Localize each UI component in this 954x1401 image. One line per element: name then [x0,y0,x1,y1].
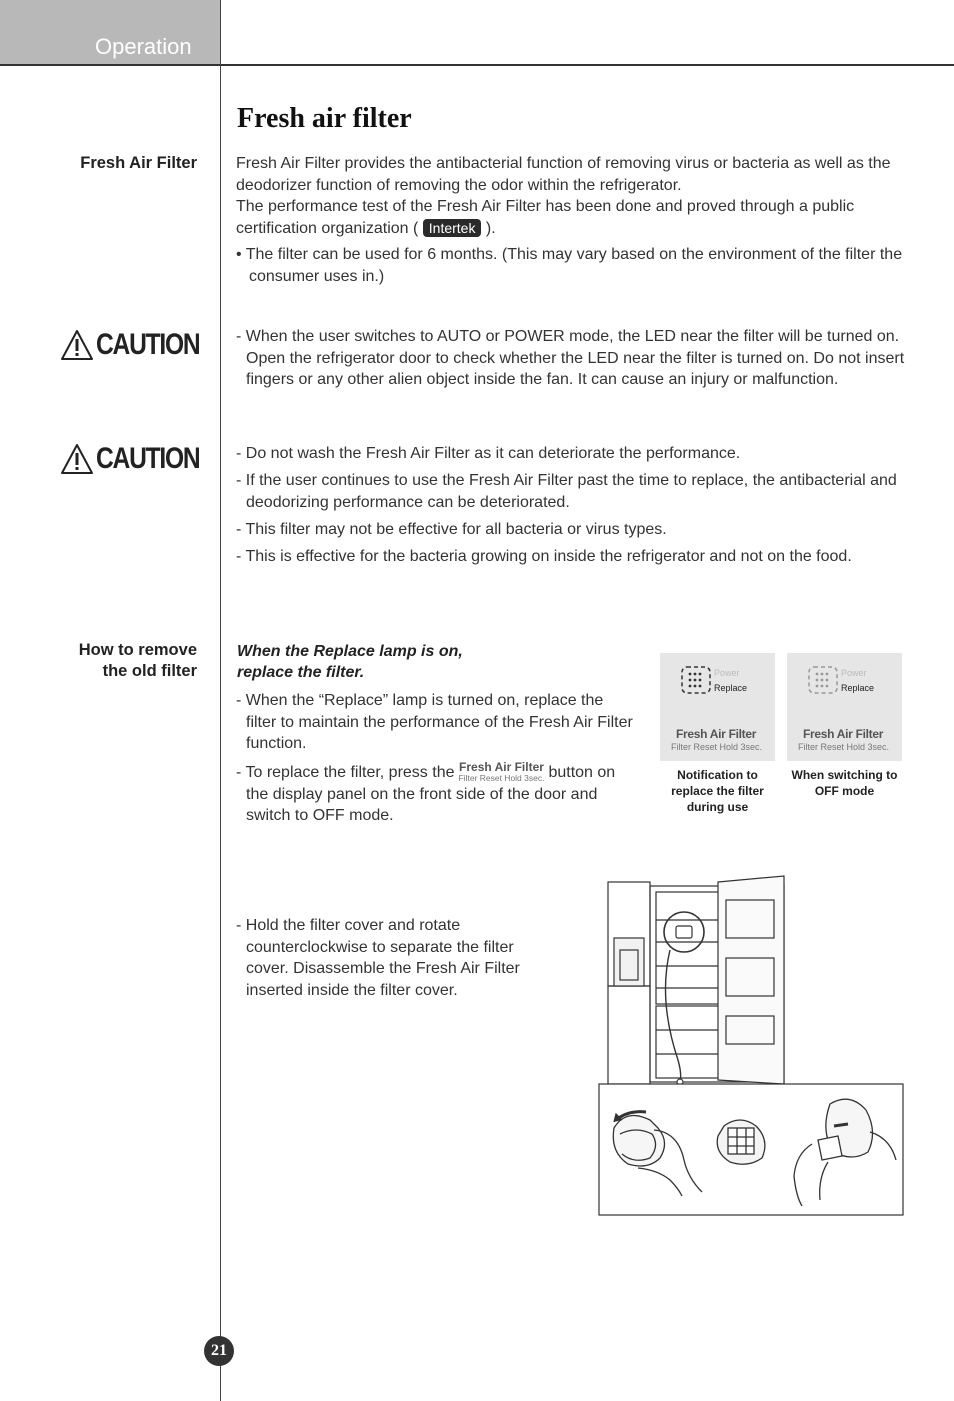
power-label: Power [841,668,867,678]
warning-triangle-icon [60,443,94,475]
caption-line: When switching to [791,768,898,782]
side-label-line: the old filter [102,662,197,680]
caption-line: Notification to [677,768,758,782]
section-title: Operation [95,34,192,59]
side-label-fresh-air-filter: Fresh Air Filter [80,154,197,172]
panel-filter-sub: Filter Reset Hold 3sec. [798,742,890,752]
warning-triangle-icon [60,329,94,361]
caution-2-item: - This filter may not be effective for all bacteria or virus types. [236,520,667,538]
caution-1-item: - When the user switches to AUTO or POWER mode, the LED near the filter will be turned on. Open the refrigerator door to check whether the LED near the filter is turned on. Do not insert fingers or any other alien object inside the fan. It can cause an injury or malfunction. [236,328,905,388]
caution-label-2 [60,442,222,476]
panel-filter-sub: Filter Reset Hold 3sec. [671,742,763,752]
display-panel-replace-on [660,653,775,761]
filter-led-icon [680,665,712,695]
panel-filter-label: Fresh Air Filter [803,727,884,741]
caption-line: replace the filter [671,784,764,798]
caution-2-item: - This is effective for the bacteria growing on inside the refrigerator and not on the food. [236,547,852,565]
margin-rule [220,0,221,1401]
certification-end: ). [485,219,496,237]
panel-caption-2 [782,767,907,799]
caution-2-item: - If the user continues to use the Fresh Air Filter past the time to replace, the antibacterial and deodorizing performance can be deteriorated. [236,472,897,511]
certification-text: The performance test of the Fresh Air Filter has been done and proved through a public certification organization ( [236,198,855,237]
filter-life-bullet: • The filter can be used for 6 months. (This may vary based on the environment of the filter the consumer uses in.) [236,246,903,285]
replace-label: Replace [841,683,875,693]
replace-instructions [236,690,636,832]
caution-label-1 [60,328,222,362]
page-title: Fresh air filter [237,103,412,134]
power-label: Power [714,668,740,678]
caution-word: CAUTION [96,442,200,475]
caution-2-text [236,443,916,573]
intro-block [236,153,906,287]
replace-step-2-text: - To replace the filter, press the [236,763,455,781]
display-panel-off-mode [787,653,902,761]
caution-2-item: - Do not wash the Fresh Air Filter as it can deteriorate the performance. [236,445,741,462]
replace-heading [237,641,463,683]
intro-paragraph: Fresh Air Filter provides the antibacterial function of removing virus or bacteria as well as the deodorizer function of removing the odor within the refrigerator. [236,155,891,194]
replace-heading-line: replace the filter. [237,664,365,681]
panel-filter-label: Fresh Air Filter [676,727,757,741]
button-label: Fresh Air Filter [459,759,544,774]
replace-label: Replace [714,683,748,693]
page-number: 21 [204,1336,234,1366]
button-sub: Filter Reset Hold 3sec. [458,772,545,783]
side-label-how-to-remove [79,640,197,682]
replace-heading-line: When the Replace lamp is on, [237,643,463,660]
caption-line: OFF mode [814,784,875,798]
refrigerator-illustration [598,870,908,1220]
disassemble-instructions [236,915,546,1007]
caption-line: during use [686,800,749,814]
fresh-air-filter-button [458,759,545,784]
certification-paragraph [236,196,906,239]
caution-1-text [236,326,906,396]
panel-caption-1 [655,767,780,815]
replace-step-2 [236,759,636,827]
replace-step-1: - When the “Replace” lamp is turned on, replace the filter to maintain the performance of the Fresh Air Filter function. [236,692,633,752]
intertek-logo: Intertek [423,219,482,237]
side-label-line: How to remove [78,641,197,659]
section-tab [0,0,220,64]
disassemble-step: - Hold the filter cover and rotate counterclockwise to separate the filter cover. Disassemble the Fresh Air Filter inserted inside the filter cover. [236,917,520,999]
filter-led-icon [807,665,839,695]
replace-step-2-end: button on the display panel on the front side of the door and switch to OFF mode. [246,763,616,824]
caution-word: CAUTION [96,328,200,361]
header-rule [0,64,954,66]
